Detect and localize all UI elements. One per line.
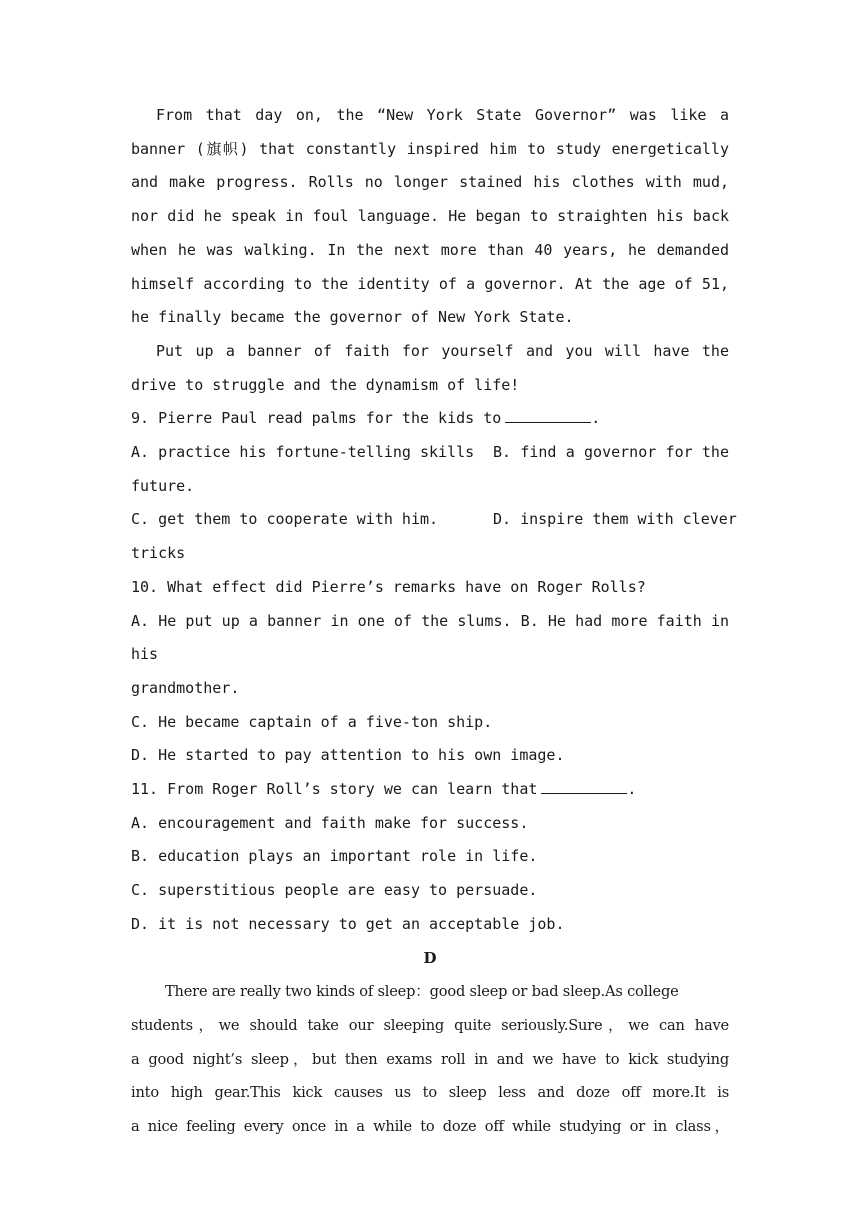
question-9-option-c: C. get them to cooperate with him. xyxy=(131,510,439,529)
passage-d-line-5: a nice feeling every once in a while to doze off while studying or in class， xyxy=(131,1118,729,1136)
question-9-option-a: A. practice his fortune-telling skills xyxy=(131,443,475,462)
question-11-option-d: D. it is not necessary to get an acceptable job. xyxy=(131,914,565,933)
question-10-stem: 10. What effect did Pierre’s remarks have on Roger Rolls? xyxy=(131,577,646,596)
question-10-options-ab: A. He put up a banner in one of the slums. B. He had more faith in his xyxy=(131,611,729,664)
page-content xyxy=(131,99,737,1144)
passage-c-paragraph-2: Put up a banner of faith for yourself and you will have the drive to struggle and the dynamism of life! xyxy=(131,341,729,394)
question-9-stem xyxy=(131,402,729,436)
question-9-options-cd xyxy=(131,503,737,537)
question-10-option-c: C. He became captain of a five-ton ship. xyxy=(131,712,493,731)
answer-blank xyxy=(541,792,627,794)
question-11-end: . xyxy=(627,780,637,799)
passage-d-line-1: There are really two kinds of sleep：good sleep or bad sleep.As college xyxy=(165,983,679,1001)
question-10-option-b-continued: grandmother. xyxy=(131,678,240,697)
section-heading-d: D xyxy=(423,948,437,967)
passage-d-line-3: a good night’s sleep，but then exams roll in and we have to kick studying xyxy=(131,1050,729,1068)
question-9-option-b: B. find a governor for the xyxy=(493,443,729,462)
passage-c-paragraph-1: From that day on, the “New York State Governor” was like a banner (旗帜) that constantly inspired him to study energetically and make progress. Rolls no longer stained his clothes with mud, nor did he speak in foul language. He began to straighten his back when he was walking. In the next more than 40 years, he demanded himself according to the identity of a governor. At the age of 51, he finally became the governor of New York State. xyxy=(131,106,729,327)
question-11-option-b: B. education plays an important role in life. xyxy=(131,847,538,866)
passage-d-line-2: students，we should take our sleeping quite seriously.Sure，we can have xyxy=(131,1016,729,1034)
question-11-text: 11. From Roger Roll’s story we can learn that xyxy=(131,780,538,799)
question-9-option-d-continued: tricks xyxy=(131,544,186,563)
question-10-option-d: D. He started to pay attention to his own image. xyxy=(131,746,565,765)
passage-d-line-4: into high gear.This kick causes us to sleep less and doze off more.It is xyxy=(131,1084,729,1102)
question-9-option-d: D. inspire them with clever xyxy=(493,510,737,529)
question-9-end: . xyxy=(591,409,601,428)
question-11-option-c: C. superstitious people are easy to persuade. xyxy=(131,881,538,900)
question-9-option-b-continued: future. xyxy=(131,476,195,495)
question-11-option-a: A. encouragement and faith make for success. xyxy=(131,813,529,832)
question-9-options-ab xyxy=(131,436,729,470)
question-9-text: 9. Pierre Paul read palms for the kids to xyxy=(131,409,502,428)
answer-blank xyxy=(505,421,591,423)
question-11-stem xyxy=(131,773,729,807)
